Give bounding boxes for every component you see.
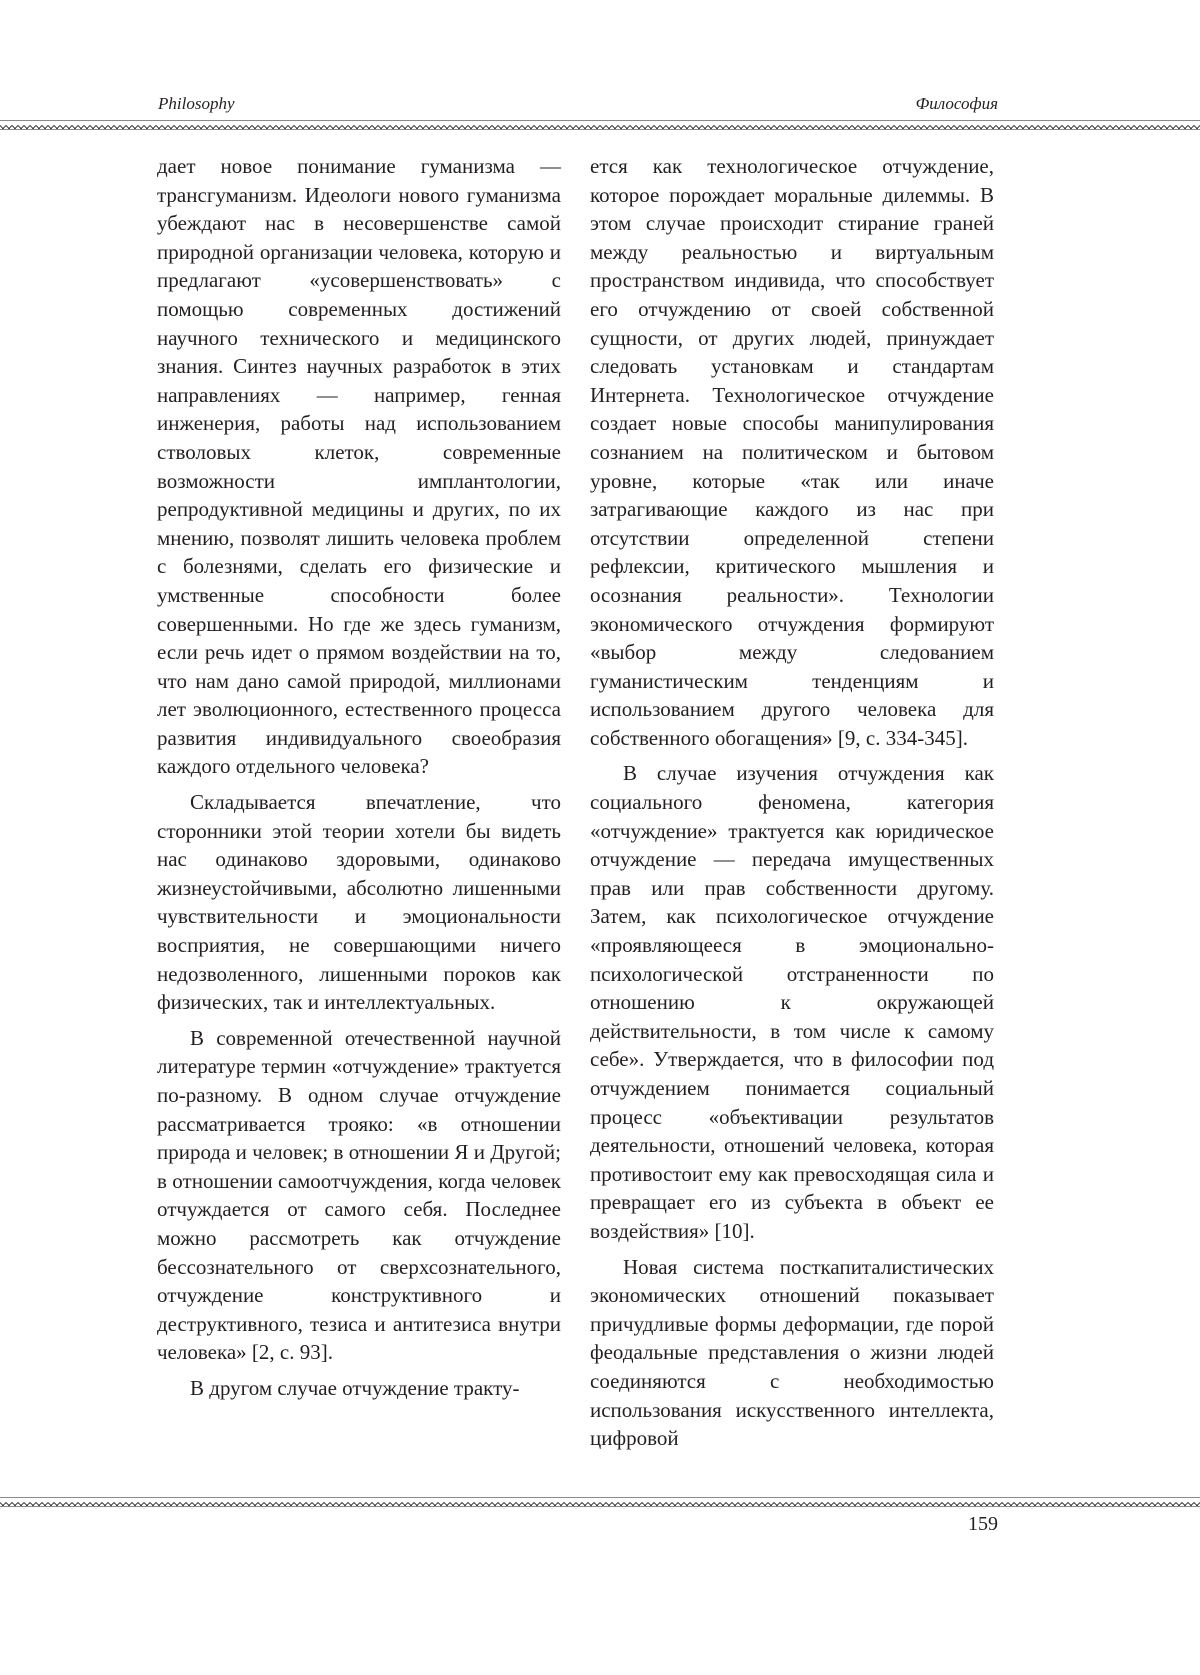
paragraph: В другом случае отчуждение тракту-	[190, 1375, 520, 1400]
paragraph: В современной отечественной научной литературе термин «отчуждение» трактуется по-разному. В одном случае отчуждение рассматривается трояко: «в отношении природа и человек; в отношении Я и Другой; в отношении самоотчуждения, когда человек отчуждается от самого себя. Последнее можно рассмотреть как отчуждение бессознательного от сверхсознательного, отчуждение конструктивного и деструктивного, тезиса и антитезиса внутри человека» [2, с. 93].	[157, 1025, 561, 1365]
page-number: 159	[968, 1513, 998, 1535]
paragraph-continued: дает новое понимание гуманизма — трансгуманизм. Идеологи нового гуманизма убеждают нас в несовершенстве самой природной организации человека, которую и предлагают «усовершенствовать» с помощью современных достижений научного технического и медицинского знания. Синтез научных разработок в этих направлениях — например, генная инженерия, работы над использованием стволовых клеток, современные возможности имплантологии, репродуктивной медицины и других, по их мнению, позволят лишить человека проблем с болезнями, сделать его физические и умственные способности более совершенными. Но где же здесь гуманизм, если речь идет о прямом воздействии на то, что нам дано самой природой, миллионами лет эволюционного, естественного процесса развития индивидуального своеобразия каждого отдельного человека?	[157, 154, 561, 779]
left-column	[157, 152, 561, 1403]
paragraph: Новая система посткапиталистических экономических отношений показывает причудливые формы деформации, где порой феодальные представления о жизни людей соединяются с необходимостью использования искусственного интеллекта, цифровой	[590, 1254, 994, 1451]
paragraph: Складывается впечатление, что сторонники этой теории хотели бы видеть нас одинаково здоровыми, одинаково жизнеустойчивыми, абсолютно лишенными чувствительности и эмоциональности восприятия, не совершающими ничего недозволенного, лишенными пороков как физических, так и интеллектуальных.	[157, 790, 561, 1015]
paragraph-continued: ется как технологическое отчуждение, которое порождает моральные дилеммы. В этом случае происходит стирание граней между реальностью и виртуальным пространством индивида, что способствует его отчуждению от своей собственной сущности, от других людей, принуждает следовать установкам и стандартам Интернета. Технологическое отчуждение создает новые способы манипулирования сознанием на политическом и бытовом уровне, которые «так или иначе затрагивающие каждого из нас при отсутствии определенной степени рефлексии, критического мышления и осознания реальности». Технологии экономического отчуждения формируют «выбор между следованием гуманистическим тенденциям и использованием другого человека для собственного обогащения» [9, с. 334-345].	[590, 154, 994, 750]
bottom-ornament-rule	[0, 1497, 1200, 1507]
right-column	[590, 152, 994, 1453]
top-ornament-rule	[0, 120, 1200, 130]
running-head	[158, 94, 998, 120]
paragraph: В случае изучения отчуждения как социального феномена, категория «отчуждение» трактуется как юридическое отчуждение — передача имущественных прав или прав собственности другому. Затем, как психологическое отчуждение «проявляющееся в эмоционально-психологической отстраненности по отношению к окружающей действительности, в том числе к самому себе». Утверждается, что в философии под отчуждением понимается социальный процесс «объективации результатов деятельности, отношений человека, которая противостоит ему как превосходящая сила и превращает его из субъекта в объект ее воздействия» [10].	[590, 761, 994, 1243]
header-section-ru: Философия	[915, 94, 998, 113]
header-section-en: Philosophy	[158, 94, 235, 113]
